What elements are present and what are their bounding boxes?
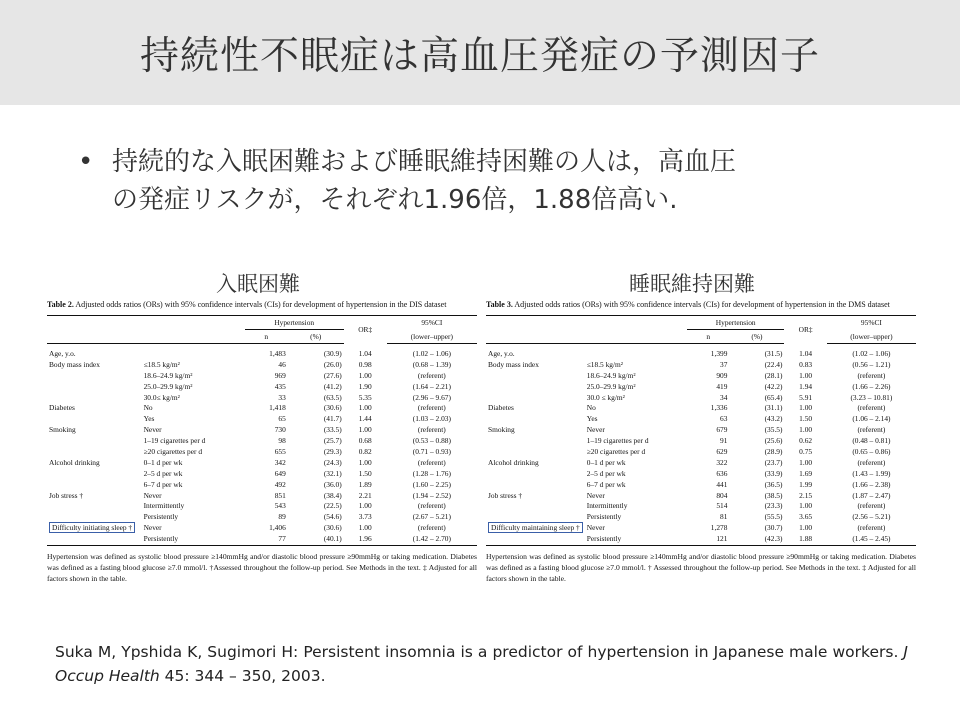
table-row <box>486 402 916 413</box>
row-ci: (0.65 – 0.86) <box>852 446 891 456</box>
row-or: 1.00 <box>358 425 372 435</box>
row-category: 30.0≤ kg/m² <box>143 392 180 402</box>
table-row <box>47 511 477 522</box>
row-variable: Job stress † <box>488 490 523 500</box>
row-category: ≤18.5 kg/m² <box>586 359 623 369</box>
table-row <box>486 468 916 479</box>
row-ci: (1.02 – 1.06) <box>412 348 451 358</box>
row-category: ≤18.5 kg/m² <box>143 359 180 369</box>
row-category: 25.0–29.9 kg/m² <box>143 381 193 391</box>
row-n: 514 <box>716 501 728 511</box>
row-variable: Age, y.o. <box>488 348 515 358</box>
row-category: Persistently <box>585 533 687 545</box>
row-ci: (2.96 – 9.67) <box>412 392 451 402</box>
row-variable <box>47 500 142 511</box>
row-or: 1.99 <box>799 479 813 489</box>
row-or: 1.00 <box>799 370 813 380</box>
row-variable <box>47 479 142 490</box>
row-ci: (referent) <box>857 403 886 413</box>
row-percent: (30.7) <box>764 523 783 533</box>
row-variable <box>47 370 142 381</box>
row-category: 1–19 cigarettes per d <box>143 436 206 446</box>
header-n: n <box>687 330 729 344</box>
row-ci: (1.06 – 2.14) <box>852 414 891 424</box>
table-row <box>486 522 916 533</box>
row-category: 30.0 ≤ kg/m² <box>586 392 625 402</box>
row-n: 649 <box>274 468 286 478</box>
row-category: Persistently <box>586 512 622 522</box>
row-percent: (29.3) <box>323 446 342 456</box>
table-row <box>47 381 477 392</box>
row-category: 2–5 d per wk <box>143 468 183 478</box>
left-table-label: 入眠困難 <box>216 272 300 296</box>
row-category: Never <box>143 490 162 500</box>
row-ci: (1.45 – 2.45) <box>827 533 916 545</box>
row-ci: (referent) <box>417 523 446 533</box>
row-percent: (23.7) <box>764 457 783 467</box>
row-variable <box>486 511 585 522</box>
row-or: 5.35 <box>358 392 372 402</box>
row-n: 33 <box>278 392 286 402</box>
row-percent: (38.4) <box>323 490 342 500</box>
table-body <box>486 344 916 546</box>
row-category: No <box>143 403 153 413</box>
row-n: 63 <box>720 414 728 424</box>
row-category: No <box>586 403 596 413</box>
row-percent: (25.7) <box>323 436 342 446</box>
table-row <box>486 435 916 446</box>
row-or: 3.65 <box>799 512 813 522</box>
row-or: 1.96 <box>344 533 387 545</box>
row-ci: (referent) <box>417 370 446 380</box>
row-or: 1.88 <box>784 533 826 545</box>
row-variable: Body mass index <box>488 359 539 369</box>
row-n: 679 <box>716 425 728 435</box>
row-percent: (43.2) <box>764 414 783 424</box>
row-percent: (26.0) <box>323 359 342 369</box>
row-n: 1,336 <box>710 403 728 413</box>
row-variable <box>47 392 142 403</box>
row-variable: Diabetes <box>49 403 75 413</box>
title-bar <box>0 0 960 105</box>
row-or: 1.94 <box>799 381 813 391</box>
row-n: 342 <box>274 457 286 467</box>
row-or: 1.00 <box>358 403 372 413</box>
row-n: 65 <box>278 414 286 424</box>
table-row <box>47 446 477 457</box>
row-variable: Alcohol drinking <box>488 457 539 467</box>
row-ci: (referent) <box>857 457 886 467</box>
header-ci: 95%CI <box>387 316 477 330</box>
row-or: 1.00 <box>799 523 813 533</box>
row-or: 2.21 <box>358 490 372 500</box>
row-or: 1.90 <box>358 381 372 391</box>
row-or: 1.00 <box>799 403 813 413</box>
row-n: 543 <box>274 501 286 511</box>
row-percent: (30.9) <box>323 348 342 358</box>
row-variable <box>47 381 142 392</box>
header-or: OR‡ <box>344 316 387 344</box>
row-or: 3.73 <box>358 512 372 522</box>
row-category: 6–7 d per wk <box>586 479 626 489</box>
row-or: 0.62 <box>799 436 813 446</box>
row-ci: (referent) <box>417 403 446 413</box>
row-ci: (1.64 – 2.21) <box>412 381 451 391</box>
table-row <box>47 424 477 435</box>
row-or: 1.00 <box>358 370 372 380</box>
row-or: 0.75 <box>799 446 813 456</box>
row-n: 909 <box>716 370 728 380</box>
row-ci: (0.71 – 0.93) <box>412 446 451 456</box>
row-percent: (30.6) <box>323 403 342 413</box>
row-n: 81 <box>720 512 728 522</box>
header-hypertension: Hypertension <box>245 316 344 330</box>
row-category: 25.0–29.9 kg/m² <box>586 381 636 391</box>
row-percent: (25.6) <box>764 436 783 446</box>
table-row <box>486 381 916 392</box>
row-n: 322 <box>716 457 728 467</box>
row-category: 0–1 d per wk <box>586 457 626 467</box>
row-variable: Diabetes <box>488 403 514 413</box>
table-3 <box>486 300 916 584</box>
table-row <box>486 446 916 457</box>
row-or: 1.00 <box>799 425 813 435</box>
row-category: Never <box>586 490 605 500</box>
row-percent: (36.0) <box>323 479 342 489</box>
row-ci: (referent) <box>857 501 886 511</box>
table-caption: Table 3. Adjusted odds ratios (ORs) with 95% confidence intervals (CIs) for development of hypertension in the DMS dataset <box>486 300 890 309</box>
table-row <box>47 435 477 446</box>
row-category: 18.6–24.9 kg/m² <box>586 370 636 380</box>
row-variable <box>486 468 585 479</box>
row-percent: (28.9) <box>764 446 783 456</box>
row-variable <box>47 511 142 522</box>
row-percent: (27.6) <box>323 370 342 380</box>
row-n: 441 <box>716 479 728 489</box>
row-n: 34 <box>720 392 728 402</box>
row-category: Yes <box>143 414 155 424</box>
row-category: Intermittently <box>143 501 185 511</box>
row-category: Yes <box>586 414 598 424</box>
bullet-point <box>78 143 908 219</box>
row-variable <box>486 522 585 533</box>
row-variable: Job stress † <box>49 490 84 500</box>
row-category: Never <box>586 523 605 533</box>
right-table-label: 睡眠維持困難 <box>629 272 755 296</box>
row-n: 89 <box>278 512 286 522</box>
row-n: 435 <box>274 381 286 391</box>
row-percent: (55.5) <box>764 512 783 522</box>
row-n: 419 <box>716 381 728 391</box>
row-ci: (1.02 – 1.06) <box>852 348 891 358</box>
row-ci: (0.53 – 0.88) <box>412 436 451 446</box>
row-n: 77 <box>245 533 288 545</box>
row-n: 1,406 <box>269 523 286 533</box>
row-n: 804 <box>716 490 728 500</box>
row-n: 1,483 <box>269 348 286 358</box>
row-variable: Body mass index <box>49 359 100 369</box>
row-or: 1.50 <box>799 414 813 424</box>
row-percent: (36.5) <box>764 479 783 489</box>
header-or: OR‡ <box>784 316 826 344</box>
table-row <box>486 392 916 403</box>
row-category: Never <box>143 425 162 435</box>
table-row <box>47 500 477 511</box>
row-or: 1.44 <box>358 414 372 424</box>
row-or: 1.50 <box>358 468 372 478</box>
row-n: 851 <box>274 490 286 500</box>
row-percent: (22.4) <box>764 359 783 369</box>
row-n: 121 <box>687 533 729 545</box>
row-variable <box>486 392 585 403</box>
row-n: 1,399 <box>710 348 728 358</box>
header-hypertension: Hypertension <box>687 316 784 330</box>
row-variable <box>486 381 585 392</box>
bullet-line-2: の発症リスクが，それぞれ1.96倍，1.88倍高い. <box>112 185 678 215</box>
row-variable <box>486 413 585 424</box>
row-n: 655 <box>274 446 286 456</box>
table-row <box>47 370 477 381</box>
table-row <box>486 511 916 522</box>
row-ci: (1.66 – 2.38) <box>852 479 891 489</box>
row-variable <box>47 533 142 545</box>
row-variable <box>486 500 585 511</box>
citation-details: 45: 344 – 350, 2003. <box>159 667 326 685</box>
row-category: Persistently <box>142 533 245 545</box>
row-percent: (33.9) <box>764 468 783 478</box>
table-footnote: Hypertension was defined as systolic blood pressure ≥140mmHg and/or diastolic blood pressure ≥90mmHg or taking medication. Diabetes was defined as a fasting blood glucose ≥7.0 mmol/l. †Assessed throughout the follow-up period. See Methods in the text. ‡ Adjusted for all factors shown in the table. <box>47 552 477 584</box>
row-or: 0.68 <box>358 436 372 446</box>
header-ci-sub: (lower–upper) <box>387 330 477 344</box>
bullet-symbol: • <box>78 147 94 177</box>
row-percent: (42.3) <box>729 533 784 545</box>
table-row <box>47 533 477 545</box>
row-percent: (22.5) <box>323 501 342 511</box>
row-variable: Smoking <box>488 425 515 435</box>
row-ci: (referent) <box>417 425 446 435</box>
row-ci: (2.56 – 5.21) <box>852 512 891 522</box>
row-category: 6–7 d per wk <box>143 479 183 489</box>
row-ci: (referent) <box>857 523 886 533</box>
row-category <box>585 344 687 359</box>
row-category: 2–5 d per wk <box>586 468 626 478</box>
row-n: 636 <box>716 468 728 478</box>
row-n: 1,278 <box>710 523 728 533</box>
table-row <box>47 457 477 468</box>
row-variable: Alcohol drinking <box>49 457 100 467</box>
row-percent: (35.5) <box>764 425 783 435</box>
row-ci: (1.03 – 2.03) <box>412 414 451 424</box>
row-ci: (referent) <box>857 370 886 380</box>
citation-journal: J Occup Health <box>55 643 908 685</box>
row-category <box>142 344 245 359</box>
row-category: 0–1 d per wk <box>143 457 183 467</box>
row-ci: (0.56 – 1.21) <box>852 359 891 369</box>
row-or: 0.82 <box>358 446 372 456</box>
row-ci: (0.68 – 1.39) <box>412 359 451 369</box>
row-ci: (0.48 – 0.81) <box>852 436 891 446</box>
row-n: 730 <box>274 425 286 435</box>
row-ci: (referent) <box>417 457 446 467</box>
row-or: 1.04 <box>799 348 813 358</box>
row-variable: Age, y.o. <box>49 348 76 358</box>
row-percent: (33.5) <box>323 425 342 435</box>
header-pct: (%) <box>729 330 784 344</box>
row-n: 969 <box>274 370 286 380</box>
table-row <box>486 490 916 501</box>
table-row <box>47 468 477 479</box>
row-ci: (1.87 – 2.47) <box>852 490 891 500</box>
row-percent: (31.5) <box>764 348 783 358</box>
row-or: 1.89 <box>358 479 372 489</box>
row-n: 1,418 <box>269 403 286 413</box>
row-percent: (65.4) <box>764 392 783 402</box>
row-variable <box>47 435 142 446</box>
row-category: ≥20 cigarettes per d <box>586 446 646 456</box>
row-variable <box>47 468 142 479</box>
table-row <box>47 359 477 370</box>
row-or: 0.83 <box>799 359 813 369</box>
table-row <box>486 533 916 545</box>
row-variable <box>486 370 585 381</box>
row-n: 91 <box>720 436 728 446</box>
table-footnote: Hypertension was defined as systolic blood pressure ≥140mmHg and/or diastolic blood pressure ≥90mmHg or taking medication. Diabetes was defined as a fasting blood glucose ≥7.0 mmol/l. † Assessed throughout the follow-up period. See Methods in the text. ‡ Adjusted for all factors shown in the table. <box>486 552 916 584</box>
row-category: 18.6–24.9 kg/m² <box>143 370 193 380</box>
row-or: 1.00 <box>358 523 372 533</box>
table-row <box>47 392 477 403</box>
table-row <box>486 500 916 511</box>
row-n: 492 <box>274 479 286 489</box>
row-or: 1.00 <box>799 501 813 511</box>
row-ci: (1.94 – 2.52) <box>412 490 451 500</box>
table-row <box>47 522 477 533</box>
row-variable: Smoking <box>49 425 76 435</box>
row-category: Never <box>143 523 162 533</box>
row-or: 1.00 <box>358 501 372 511</box>
row-percent: (41.7) <box>323 414 342 424</box>
row-percent: (63.5) <box>323 392 342 402</box>
row-ci: (1.42 – 2.70) <box>387 533 477 545</box>
citation-text: Suka M, Ypshida K, Sugimori H: Persistent insomnia is a predictor of hypertension in Japanese male workers. <box>55 643 904 661</box>
row-or: 2.15 <box>799 490 813 500</box>
row-variable <box>486 435 585 446</box>
highlight-box: Difficulty initiating sleep † <box>49 522 135 533</box>
table-row <box>47 479 477 490</box>
row-percent: (42.2) <box>764 381 783 391</box>
row-category: 1–19 cigarettes per d <box>586 436 649 446</box>
row-variable <box>47 413 142 424</box>
row-percent: (23.3) <box>764 501 783 511</box>
row-or: 1.00 <box>358 457 372 467</box>
table-row <box>486 344 916 359</box>
row-ci: (1.28 – 1.76) <box>412 468 451 478</box>
row-percent: (28.1) <box>764 370 783 380</box>
row-ci: (referent) <box>857 425 886 435</box>
table-row <box>47 413 477 424</box>
row-percent: (30.6) <box>323 523 342 533</box>
table-caption: Table 2. Adjusted odds ratios (ORs) with 95% confidence intervals (CIs) for development of hypertension in the DIS dataset <box>47 300 447 309</box>
row-variable <box>486 446 585 457</box>
table-row <box>486 359 916 370</box>
row-or: 1.69 <box>799 468 813 478</box>
row-category: Persistently <box>143 512 179 522</box>
row-or: 5.91 <box>799 392 813 402</box>
row-ci: (1.66 – 2.26) <box>852 381 891 391</box>
row-or: 0.98 <box>358 359 372 369</box>
table-body <box>47 344 477 546</box>
row-percent: (54.6) <box>323 512 342 522</box>
row-n: 37 <box>720 359 728 369</box>
table-row <box>47 490 477 501</box>
row-category: Never <box>586 425 605 435</box>
row-percent: (32.1) <box>323 468 342 478</box>
row-or: 1.04 <box>358 348 372 358</box>
table-row <box>486 413 916 424</box>
odds-ratio-table <box>486 315 916 546</box>
table-row <box>486 370 916 381</box>
row-category: Intermittently <box>586 501 628 511</box>
header-ci-sub: (lower–upper) <box>827 330 916 344</box>
row-ci: (2.67 – 5.21) <box>412 512 451 522</box>
header-ci: 95%CI <box>827 316 916 330</box>
row-variable <box>486 533 585 545</box>
row-n: 46 <box>278 359 286 369</box>
row-percent: (41.2) <box>323 381 342 391</box>
row-variable <box>47 446 142 457</box>
odds-ratio-table <box>47 315 477 546</box>
row-percent: (31.1) <box>764 403 783 413</box>
row-percent: (40.1) <box>288 533 344 545</box>
row-category: ≥20 cigarettes per d <box>143 446 203 456</box>
table-row <box>47 344 477 359</box>
row-or: 1.00 <box>799 457 813 467</box>
row-variable <box>47 522 142 533</box>
header-n: n <box>245 330 288 344</box>
row-ci: (1.60 – 2.25) <box>412 479 451 489</box>
row-variable <box>486 479 585 490</box>
row-ci: (1.43 – 1.99) <box>852 468 891 478</box>
row-ci: (referent) <box>417 501 446 511</box>
slide-title: 持続性不眠症は高血圧発症の予測因子 <box>139 33 820 79</box>
row-ci: (3.23 – 10.81) <box>850 392 893 402</box>
header-pct: (%) <box>288 330 344 344</box>
table-row <box>47 402 477 413</box>
table-row <box>486 479 916 490</box>
row-percent: (38.5) <box>764 490 783 500</box>
table-row <box>486 457 916 468</box>
citation <box>55 640 908 688</box>
row-percent: (24.3) <box>323 457 342 467</box>
highlight-box: Difficulty maintaining sleep † <box>488 522 583 533</box>
table-2 <box>47 300 477 584</box>
row-n: 629 <box>716 446 728 456</box>
table-row <box>486 424 916 435</box>
row-n: 98 <box>278 436 286 446</box>
bullet-line-1: 持続的な入眠困難および睡眠維持困難の人は，高血圧 <box>112 147 737 177</box>
